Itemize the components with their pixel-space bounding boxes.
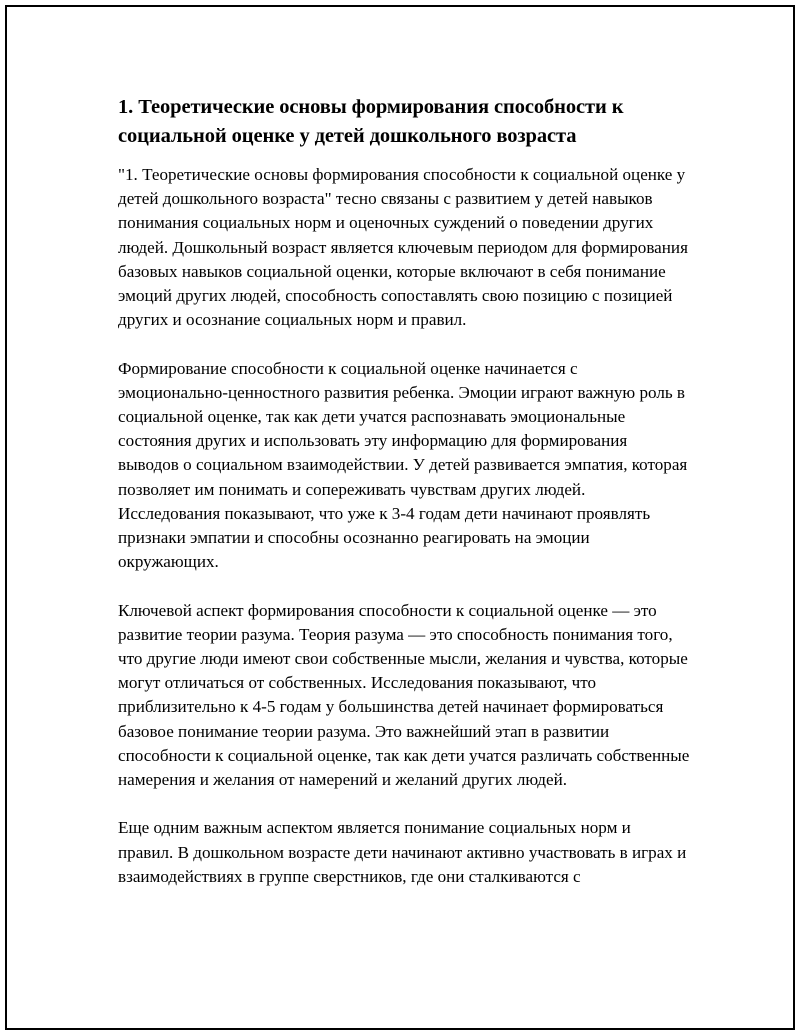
- paragraph-2: Формирование способности к социальной оценке начинается с эмоционально-ценностного развития ребенка. Эмоции играют важную роль в социальной оценке, так как дети учатся распознавать эмоциональные состояния других и использовать эту информацию для формирования выводов о социальном взаимодействии. У детей развивается эмпатия, которая позволяет им понимать и сопереживать чувствам других людей. Исследования показывают, что уже к 3-4 годам дети начинают проявлять признаки эмпатии и способны осознанно реагировать на эмоции окружающих.: [118, 358, 688, 572]
- document-body: [118, 93, 690, 888]
- paragraph-4: Еще одним важным аспектом является понимание социальных норм и правил. В дошкольном возрасте дети начинают активно участвовать в играх и взаимодействиях в группе сверстников, где они сталкиваются с: [118, 818, 687, 886]
- paragraph-1: "1. Теоретические основы формирования способности к социальной оценке у детей дошкольного возраста" тесно связаны с развитием у детей навыков понимания социальных норм и оценочных суждений о поведении других людей. Дошкольный возраст является ключевым периодом для формирования базовых навыков социальной оценки, которые включают в себя понимание эмоций других людей, способность сопоставлять свою позицию с позицией других и осознание социальных норм и правил.: [118, 165, 688, 330]
- paragraph-3: Ключевой аспект формирования способности к социальной оценке — это развитие теории разума. Теория разума — это способность понимания того, что другие люди имеют свои собственные мысли, желания и чувства, которые могут отличаться от собственных. Исследования показывают, что приблизительно к 4-5 годам у большинства детей начинает формироваться базовое понимание теории разума. Это важнейший этап в развитии способности к социальной оценке, так как дети учатся различать собственные намерения и желания от намерений и желаний других людей.: [118, 600, 690, 790]
- section-heading: 1. Теоретические основы формирования способности к социальной оценке у детей дошкольного возраста: [118, 96, 624, 147]
